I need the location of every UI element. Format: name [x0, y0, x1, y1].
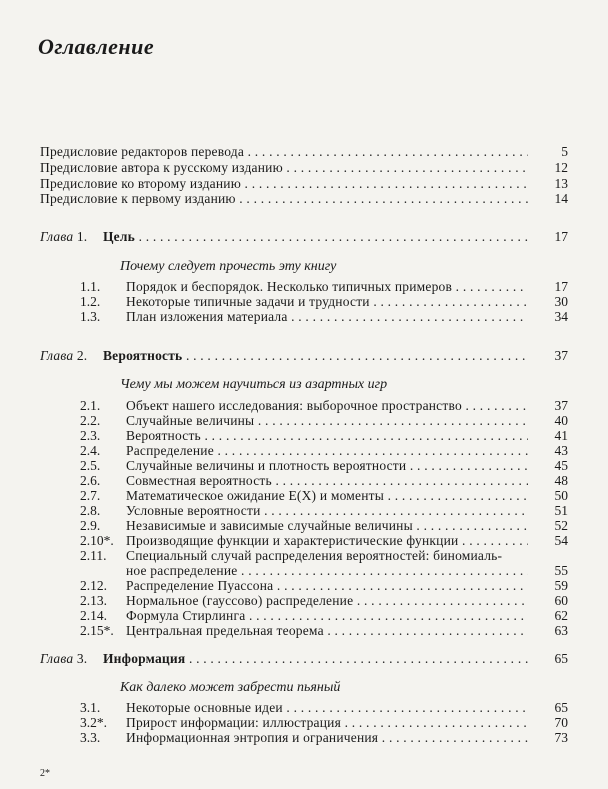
page-number: 60 [554, 593, 568, 608]
page-number: 12 [554, 160, 568, 175]
page-number: 54 [554, 533, 568, 548]
page-number: 30 [554, 294, 568, 309]
page-number: 63 [554, 623, 568, 638]
toc-preface[interactable]: Предисловие к первому изданию . . . 14 [40, 191, 568, 207]
chapter-subtitle: Почему следует прочесть эту книгу [120, 259, 337, 274]
signature-mark: 2* [40, 768, 50, 779]
toc-section[interactable]: 3.1. Некоторые основные идеи . . . 65 [80, 700, 568, 716]
toc-section[interactable]: 3.2*. Прирост информации: иллюстрация . . . 70 [80, 715, 568, 731]
toc-section[interactable]: 2.11. Специальный случай распределения вероятностей: биномиаль- [80, 548, 503, 563]
toc-section[interactable]: 2.14. Формула Стирлинга . . . 62 [80, 608, 568, 624]
page-title: Оглавление [38, 34, 155, 59]
toc-section[interactable]: 1.3. План изложения материала . . . 34 [80, 309, 568, 325]
page-number: 51 [554, 503, 568, 518]
chapter-subtitle: Как далеко может забрести пьяный [120, 680, 341, 695]
page-number: 45 [554, 458, 568, 473]
page-number: 17 [554, 229, 568, 244]
toc-preface[interactable]: Предисловие автора к русскому изданию . . . 12 [40, 160, 568, 176]
toc-section[interactable]: 2.4. Распределение . . . 43 [80, 443, 568, 459]
toc-section-continued[interactable]: ное распределение . . . 55 [80, 563, 568, 579]
chapter-name: Цель [102, 229, 135, 244]
toc-section[interactable]: 1.1. Порядок и беспорядок. Несколько типичных примеров . . . 17 [80, 279, 568, 295]
page-number: 73 [554, 730, 568, 745]
chapter-name: Информация [102, 651, 186, 666]
toc-section[interactable]: 2.5. Случайные величины и плотность вероятности . . . 45 [80, 458, 568, 474]
toc-section[interactable]: 2.12. Распределение Пуассона . . . 59 [80, 578, 568, 594]
toc-section[interactable]: 2.6. Совместная вероятность . . . 48 [80, 473, 568, 489]
page-number: 40 [554, 413, 568, 428]
page-number: 59 [554, 578, 568, 593]
toc-preface[interactable]: Предисловие редакторов перевода . . . 5 [40, 144, 568, 160]
page-number: 62 [554, 608, 568, 623]
page-number: 65 [554, 700, 568, 715]
page-number: 34 [554, 309, 568, 324]
toc-section[interactable]: 2.3. Вероятность . . . 41 [80, 428, 568, 444]
toc-section[interactable]: 3.3. Информационная энтропия и ограничения . . . 73 [80, 730, 568, 746]
page-number: 37 [554, 398, 568, 413]
toc-section[interactable]: 2.7. Математическое ожидание E(X) и моменты . . . 50 [80, 488, 568, 504]
page-number: 70 [554, 715, 568, 730]
toc-chapter[interactable] [40, 229, 568, 245]
toc-section[interactable]: 2.15*. Центральная предельная теорема . . . 63 [80, 623, 568, 639]
chapter-label: Глава 2. [40, 348, 88, 363]
page-number: 55 [554, 563, 568, 578]
page-number: 37 [554, 348, 568, 363]
page-number: 65 [554, 651, 568, 666]
chapter-subtitle: Чему мы можем научиться из азартных игр [120, 377, 388, 392]
toc-section[interactable]: 1.2. Некоторые типичные задачи и трудности . . . 30 [80, 294, 568, 310]
toc-section[interactable]: 2.8. Условные вероятности . . . 51 [80, 503, 568, 519]
page-number: 5 [561, 144, 568, 159]
toc-chapter[interactable] [40, 651, 568, 667]
page-number: 17 [554, 279, 568, 294]
page-number: 52 [554, 518, 568, 533]
page-number: 14 [554, 191, 568, 206]
toc-chapter[interactable] [40, 348, 568, 364]
toc-section[interactable]: 2.1. Объект нашего исследования: выборочное пространство . . . 37 [80, 398, 568, 414]
toc-section[interactable]: 2.10*. Производящие функции и характеристические функции . . . 54 [80, 533, 568, 549]
page-number: 50 [554, 488, 568, 503]
page-number: 43 [554, 443, 568, 458]
page-number: 13 [554, 176, 568, 191]
chapter-label: Глава 3. [40, 651, 88, 666]
chapter-name: Вероятность [102, 348, 183, 363]
toc-section[interactable]: 2.9. Независимые и зависимые случайные величины . . . 52 [80, 518, 568, 534]
toc-section[interactable]: 2.2. Случайные величины . . . 40 [80, 413, 568, 429]
toc-preface[interactable]: Предисловие ко второму изданию . . . 13 [40, 176, 568, 192]
page-number: 41 [554, 428, 568, 443]
page-number: 48 [554, 473, 568, 488]
toc-section[interactable]: 2.13. Нормальное (гауссово) распределение . . . 60 [80, 593, 568, 609]
chapter-label: Глава 1. [40, 229, 88, 244]
